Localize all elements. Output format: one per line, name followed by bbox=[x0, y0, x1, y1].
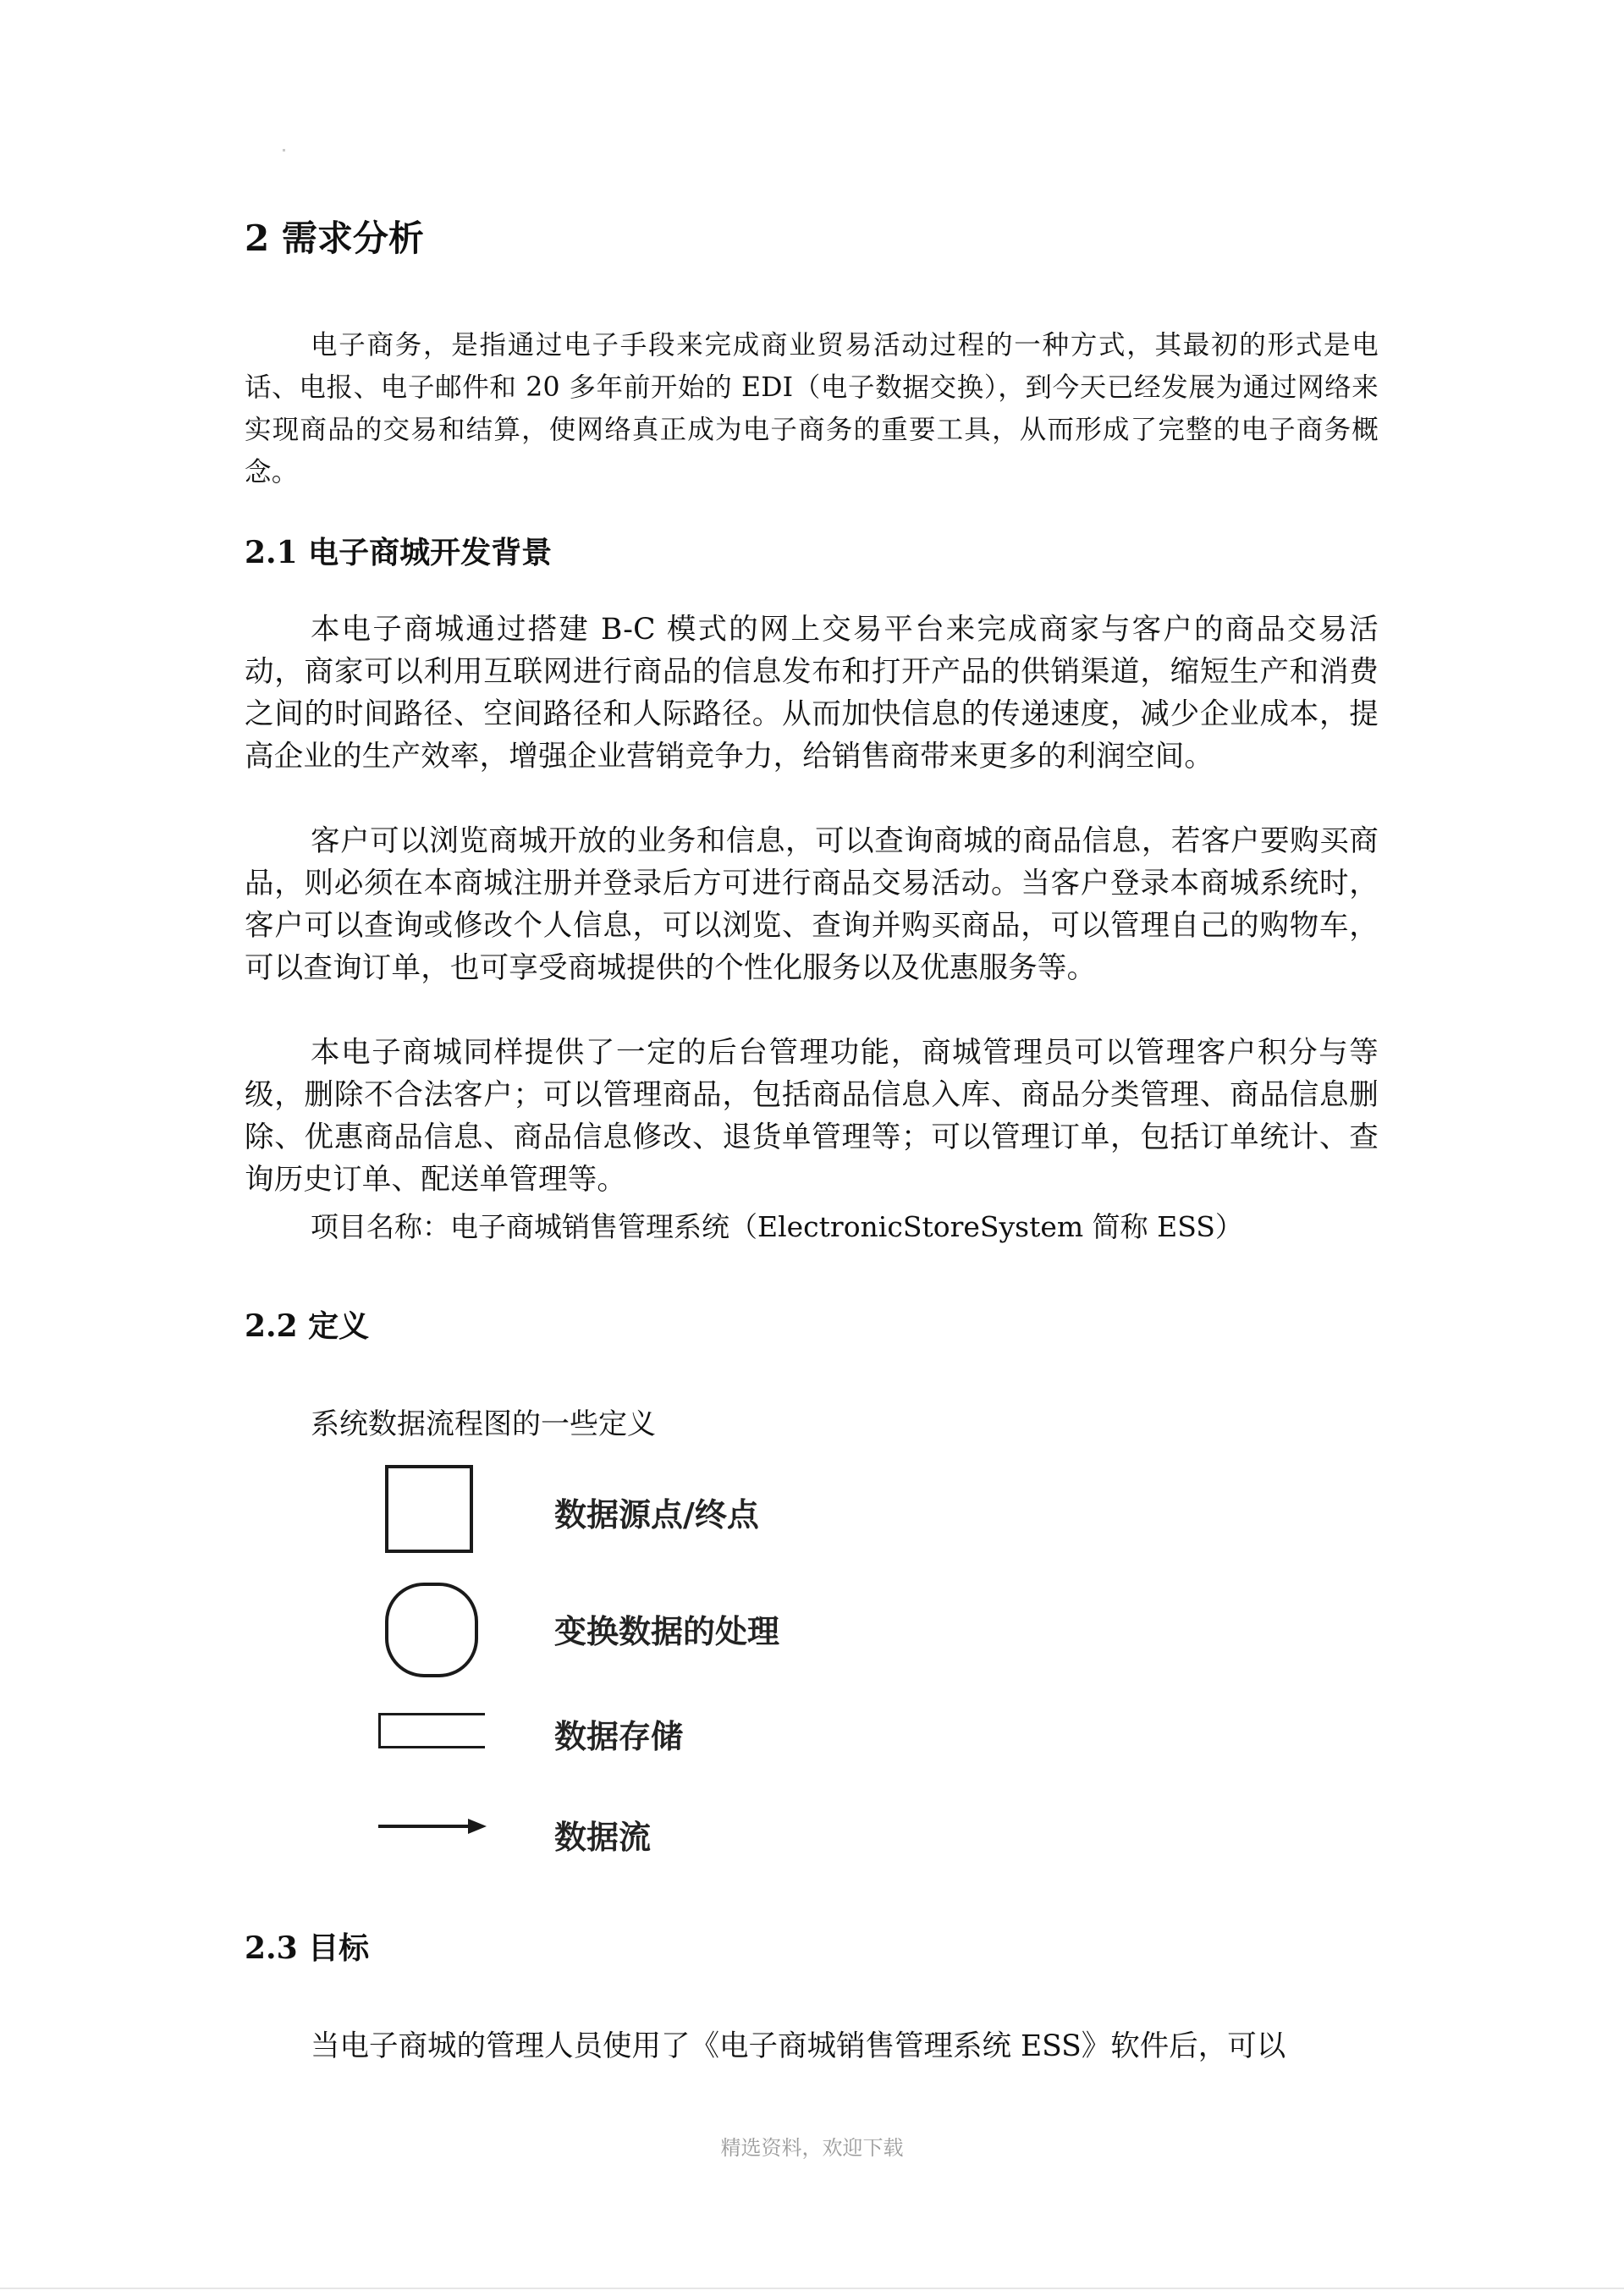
section-heading: 2 需求分析 bbox=[245, 217, 424, 259]
definitions-intro: 系统数据流程图的一些定义 bbox=[311, 1407, 656, 1441]
background-paragraph-3: 本电子商城同样提供了一定的后台管理功能，商城管理员可以管理客户积分与等级，删除不合法客户；可以管理商品，包括商品信息入库、商品分类管理、商品信息删除、优惠商品信息、商品信息修改、退货单管理等；可以管理订单，包括订单统计、查询历史订单、配送单管理等。 bbox=[245, 1036, 1379, 1197]
bottom-rule bbox=[0, 2288, 1624, 2289]
subsection-heading-goals: 2.3 目标 bbox=[245, 1930, 370, 1966]
legend-label-flow: 数据流 bbox=[554, 1819, 652, 1856]
legend-label-process: 变换数据的处理 bbox=[554, 1613, 780, 1650]
subsection-heading-definitions: 2.2 定义 bbox=[245, 1308, 370, 1344]
arrow-shape-icon bbox=[377, 1816, 488, 1836]
page-footer: 精选资料，欢迎下载 bbox=[720, 2136, 904, 2160]
data-store-shape-icon bbox=[378, 1713, 485, 1748]
legend-row-process bbox=[372, 1583, 914, 1667]
project-name-line: 项目名称：电子商城销售管理系统（ElectronicStoreSystem 简称 ESS） bbox=[311, 1210, 1243, 1243]
rounded-rect-shape-icon bbox=[385, 1583, 478, 1677]
legend-label-source: 数据源点/终点 bbox=[554, 1496, 759, 1533]
background-paragraph-1: 本电子商城通过搭建 B-C 模式的网上交易平台来完成商家与客户的商品交易活动，商家可以利用互联网进行商品的信息发布和打开产品的供销渠道，缩短生产和消费之间的时间路径、空间路径和人际路径。从而加快信息的传递速度，减少企业成本，提高企业的生产效率，增强企业营销竞争力，给销售商带来更多的利润空间。 bbox=[245, 613, 1379, 774]
intro-paragraph: 电子商务，是指通过电子手段来完成商业贸易活动过程的一种方式，其最初的形式是电话、电报、电子邮件和 20 多年前开始的 EDI（电子数据交换），到今天已经发展为通过网络来实现商品的交易和结算，使网络真正成为电子商务的重要工具，从而形成了完整的电子商务概念。 bbox=[245, 330, 1379, 487]
legend-label-store: 数据存储 bbox=[554, 1718, 684, 1755]
goals-paragraph: 当电子商城的管理人员使用了《电子商城销售管理系统 ESS》软件后，可以 bbox=[311, 2029, 1286, 2063]
scan-artifact bbox=[283, 149, 285, 151]
legend-row-store bbox=[372, 1713, 914, 1798]
background-paragraph-2: 客户可以浏览商城开放的业务和信息，可以查询商城的商品信息，若客户要购买商品，则必须在本商城注册并登录后方可进行商品交易活动。当客户登录本商城系统时，客户可以查询或修改个人信息，可以浏览、查询并购买商品，可以管理自己的购物车，可以查询订单，也可享受商城提供的个性化服务以及优惠服务等。 bbox=[245, 824, 1379, 985]
legend-row-flow bbox=[372, 1816, 914, 1901]
square-shape-icon bbox=[385, 1465, 473, 1553]
subsection-heading-background: 2.1 电子商城开发背景 bbox=[245, 535, 553, 570]
legend-row-source bbox=[372, 1465, 914, 1550]
